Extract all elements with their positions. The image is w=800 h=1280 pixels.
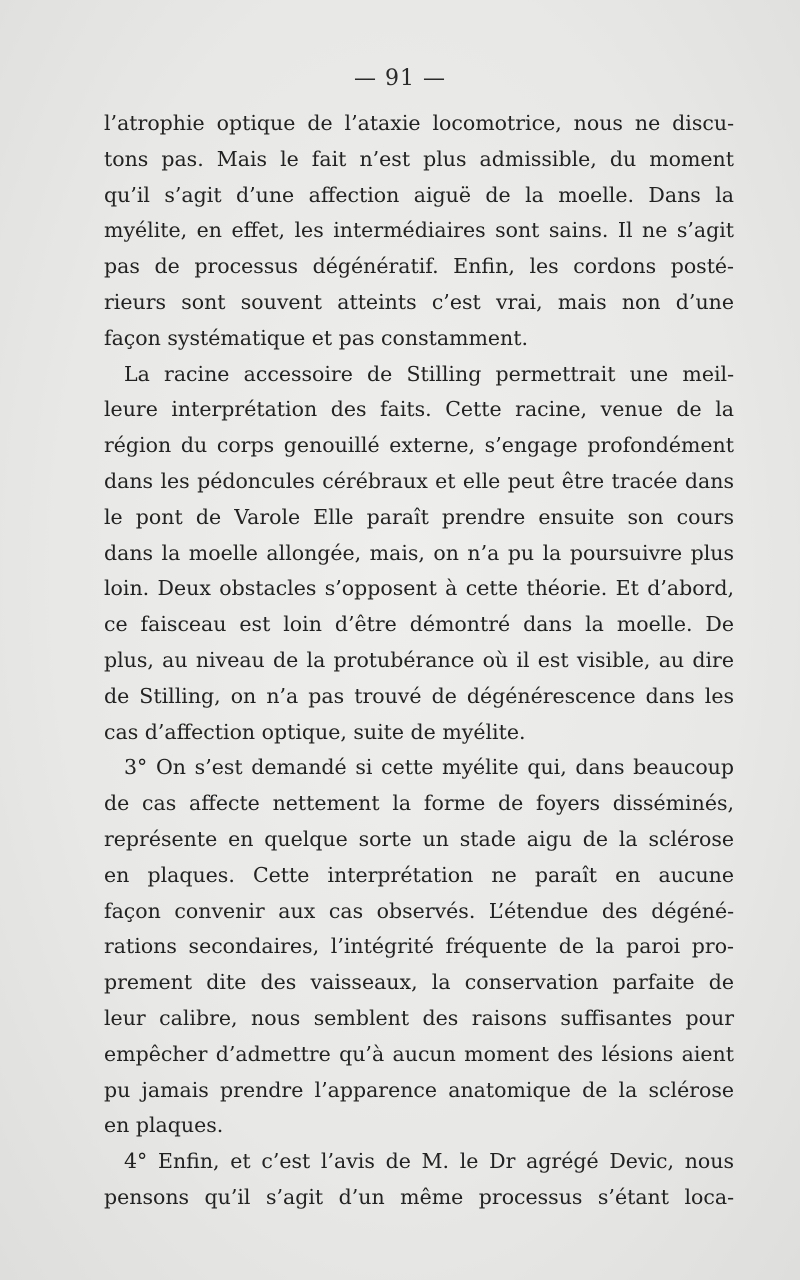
text-line: rations secondaires, l’intégrité fréquente de la paroi pro- [104, 934, 734, 959]
text-line: l’atrophie optique de l’ataxie locomotrice, nous ne discu- [104, 111, 734, 135]
text-line: cas d’affection optique, suite de myélite. [104, 719, 526, 744]
text-line: 3° On s’est demandé si cette myélite qui, dans beaucoup [124, 755, 734, 780]
text-line: dans la moelle allongée, mais, on n’a pu la poursuivre plus [104, 540, 734, 565]
text-line: en plaques. Cette interprétation ne paraît en aucune [104, 862, 734, 887]
text-line: pu jamais prendre l’apparence anatomique de la sclérose [104, 1077, 734, 1102]
text-line: prement dite des vaisseaux, la conservation parfaite de [104, 970, 734, 995]
text-line: représente en quelque sorte un stade aigu de la sclérose [104, 826, 734, 851]
text-line: de cas affecte nettement la forme de foyers disséminés, [104, 791, 734, 816]
text-line: dans les pédoncules cérébraux et elle peut être tracée dans [104, 468, 734, 493]
text-line: qu’il s’agit d’une affection aiguë de la moelle. Dans la [104, 182, 734, 207]
text-line: pas de processus dégénératif. Enfin, les cordons posté- [104, 254, 734, 279]
text-line: empêcher d’admettre qu’à aucun moment des lésions aient [104, 1041, 734, 1066]
text-line: ce faisceau est loin d’être démontré dans la moelle. De [104, 612, 734, 637]
text-line: myélite, en effet, les intermédiaires sont sains. Il ne s’agit [104, 218, 734, 243]
text-line: plus, au niveau de la protubérance où il est visible, au dire [104, 647, 734, 672]
text-line: tons pas. Mais le fait n’est plus admissible, du moment [104, 146, 734, 171]
text-line: région du corps genouillé externe, s’engage profondément [104, 433, 734, 458]
text-line: leure interprétation des faits. Cette racine, venue de la [104, 397, 734, 422]
text-line: rieurs sont souvent atteints c’est vrai, mais non d’une [104, 289, 734, 314]
text-line: le pont de Varole Elle paraît prendre ensuite son cours [104, 504, 734, 529]
text-line: 4° Enfin, et c’est l’avis de M. le Dr agrégé Devic, nous [124, 1149, 734, 1174]
text-line: façon systématique et pas constamment. [104, 325, 529, 350]
body-text [104, 106, 734, 1216]
text-line: en plaques. [104, 1113, 224, 1138]
text-line: pensons qu’il s’agit d’un même processus s’étant loca- [104, 1184, 734, 1209]
text-line: La racine accessoire de Stilling permettrait une meil- [124, 361, 734, 386]
text-line: loin. Deux obstacles s’opposent à cette théorie. Et d’abord, [104, 576, 734, 601]
text-line: de Stilling, on n’a pas trouvé de dégénérescence dans les [104, 683, 734, 708]
page-number: — 91 — [354, 66, 446, 91]
text-line: leur calibre, nous semblent des raisons suffisantes pour [104, 1005, 734, 1030]
text-line: façon convenir aux cas observés. L’étendue des dégéné- [104, 898, 734, 923]
